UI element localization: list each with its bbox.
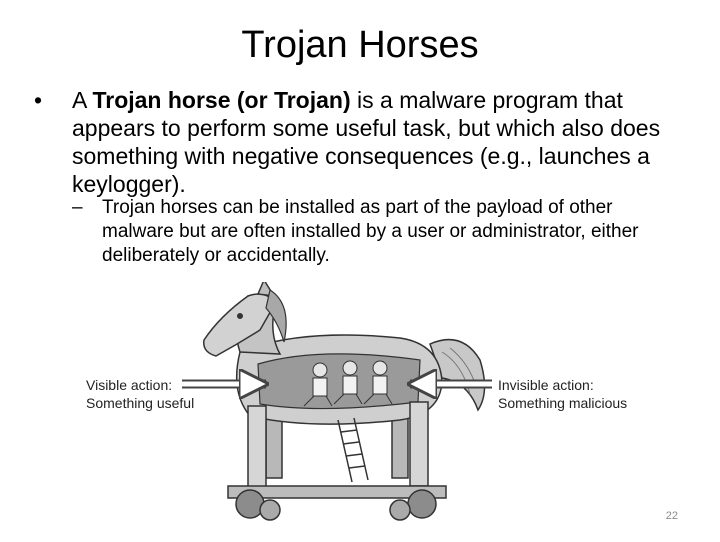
invisible-action-label-line2: Something malicious: [498, 395, 628, 411]
hidden-compartment: [258, 354, 420, 409]
bullet-bold-term: Trojan horse (or Trojan): [92, 87, 351, 113]
trojan-horse-illustration: [70, 282, 650, 537]
main-bullet-text: [72, 86, 682, 198]
slide-title: Trojan Horses: [241, 24, 479, 66]
visible-action-label-line1: Visible action:: [86, 377, 173, 393]
sub-bullet-text: Trojan horses can be installed as part of the payload of other malware but are often installed by a user or administrator, either deliberately or accidentally.: [102, 197, 639, 266]
invisible-action-label-line1: Invisible action:: [498, 377, 594, 393]
horse-leg-back-near: [410, 402, 428, 486]
invisible-action-label: [498, 376, 627, 412]
sub-bullet-marker: –: [72, 197, 83, 218]
bullet-rest: is a malware program that appears to perform some useful task, but which also does something with negative consequences (e.g., launches a keylogger).: [72, 87, 661, 197]
slide-number: 22: [665, 510, 678, 522]
bullet-marker: •: [34, 87, 43, 113]
bullet-lead: A: [72, 87, 93, 113]
visible-action-label: [86, 376, 194, 412]
horse-leg-front-near: [248, 406, 266, 490]
ladder: [338, 418, 368, 482]
visible-action-label-line2: Something useful: [86, 395, 195, 411]
horse-eye: [237, 313, 243, 319]
